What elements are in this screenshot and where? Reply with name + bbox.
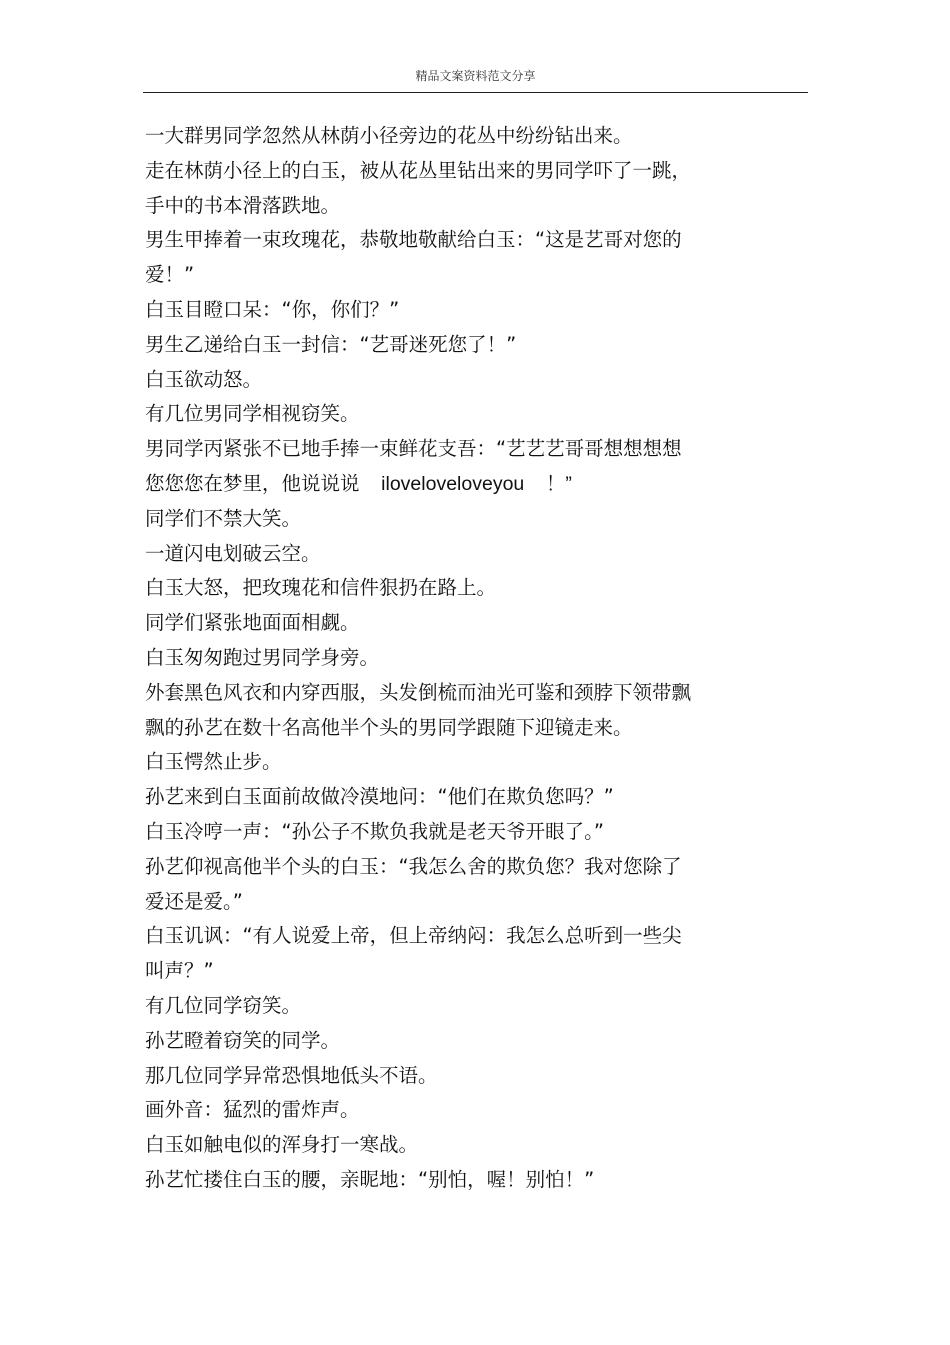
text-line: 白玉讥讽：“有人说爱上帝，但上帝纳闷：我怎么总听到一些尖 [145,924,682,948]
text-line: 白玉大怒，把玫瑰花和信件狠扔在路上。 [145,576,497,600]
text-line: 白玉匆匆跑过男同学身旁。 [145,645,380,669]
text-line: 那几位同学异常恐惧地低头不语。 [145,1063,438,1087]
text-line: 男生甲捧着一束玫瑰花，恭敬地敬献给白玉：“这是艺哥对您的 [145,228,682,252]
text-line: 男同学丙紧张不已地手捧一束鲜花支吾：“艺艺艺哥哥想想想想 [145,437,682,461]
text-line: 手中的书本滑落跌地。 [145,193,341,217]
text-line: 您您您在梦里，他说说说 iloveloveloveyou ！” [145,472,572,495]
text-line: 同学们紧张地面面相觑。 [145,611,360,635]
text-line: 爱还是爱。” [145,889,243,913]
header-title: 精品文案资料范文分享 [415,69,536,83]
document-body [145,119,745,1198]
text-line: 白玉目瞪口呆：“你，你们？” [145,297,400,321]
text-line: 爱！” [145,263,195,287]
text-line: 飘的孙艺在数十名高他半个头的男同学跟随下迎镜走来。 [145,715,633,739]
text-line: 有几位同学窃笑。 [145,993,302,1017]
text-line: 白玉愕然止步。 [145,750,282,774]
text-line: 叫声？” [145,959,214,983]
text-line: 男生乙递给白玉一封信：“艺哥迷死您了！” [145,332,517,356]
text-line: 孙艺忙搂住白玉的腰，亲昵地：“别怕，喔！别怕！” [145,1167,595,1191]
text-line: 有几位男同学相视窃笑。 [145,402,360,426]
text-line: 白玉欲动怒。 [145,367,263,391]
text-line: 白玉如触电似的浑身打一寒战。 [145,1133,419,1157]
text-line: 外套黑色风衣和内穿西服，头发倒梳而油光可鉴和颈脖下领带飘 [145,680,692,704]
text-line: 走在林荫小径上的白玉，被从花丛里钻出来的男同学吓了一跳， [145,158,692,182]
text-line: 白玉冷哼一声：“孙公子不欺负我就是老天爷开眼了。” [145,819,604,843]
page-header [143,64,808,93]
text-line: 孙艺来到白玉面前故做冷漠地问：“他们在欺负您吗？” [145,785,614,809]
text-line: 同学们不禁大笑。 [145,506,302,530]
text-line: 一大群男同学忽然从林荫小径旁边的花丛中纷纷钻出来。 [145,124,633,147]
text-line: 孙艺仰视高他半个头的白玉：“我怎么舍的欺负您？我对您除了 [145,854,682,878]
text-line: 一道闪电划破云空。 [145,541,321,565]
text-line: 画外音：猛烈的雷炸声。 [145,1098,360,1122]
text-line: 孙艺瞪着窃笑的同学。 [145,1028,341,1052]
